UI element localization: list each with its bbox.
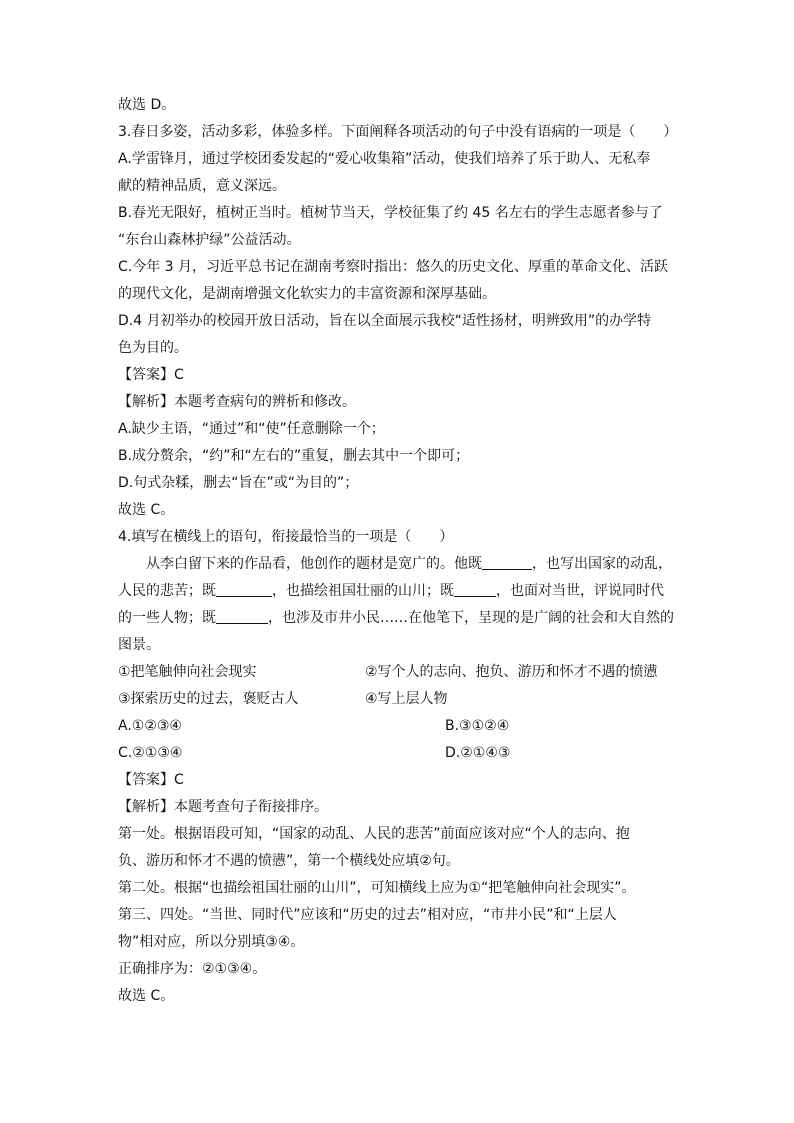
- blank-3: [454, 580, 496, 597]
- q4-order: 正确排序为：②①③④。: [118, 961, 267, 977]
- q3-final: 故选 C。: [118, 502, 175, 518]
- q3-analysis: 【解析】本题考查病句的辨析和修改。: [118, 394, 356, 410]
- q4-step3-line1: 第三、四处。“当世、同时代”应该和“历史的过去”相对应，“市井小民”和“上层人: [118, 907, 617, 923]
- q3-answer: 【答案】C: [118, 367, 184, 383]
- q4-passage-line1: [118, 551, 678, 578]
- blank-4: [216, 607, 268, 624]
- q4-passage-text: 人民的悲苦；既: [118, 583, 216, 599]
- q3-option-a-line2: 献的精神品质，意义深远。: [118, 178, 286, 194]
- q4-choice-b: B.③①②④: [445, 718, 510, 734]
- q4-choice-c: C.②①③④: [118, 745, 183, 761]
- q3-explain-b: B.成分赘余，“约”和“左右的”重复，删去其中一个即可；: [118, 448, 470, 464]
- q3-explain-a: A.缺少主语，“通过”和“使”任意删除一个；: [118, 421, 385, 437]
- q4-passage-line4: 图景。: [118, 637, 160, 653]
- q4-final: 故选 C。: [118, 988, 175, 1004]
- q4-item-2: ②写个人的志向、抱负、游历和怀才不遇的愤懑: [365, 664, 658, 680]
- q3-option-b-line1: B.春光无限好，植树正当时。植树节当天，学校征集了约 45 名左右的学生志愿者参与了: [118, 205, 663, 221]
- q3-option-a-line1: A.学雷锋月，通过学校团委发起的“爱心收集箱”活动，使我们培养了乐于助人、无私奉: [118, 151, 651, 167]
- q4-stem: 4.填写在横线上的语句，衔接最恰当的一项是（ ）: [118, 529, 454, 545]
- q3-option-d-line1: D.4 月初举办的校园开放日活动，旨在以全面展示我校“适性扬材，明辨致用”的办学特: [118, 313, 652, 329]
- q4-passage-text: ，也描绘祖国壮丽的山川；既: [272, 583, 454, 599]
- blank-1: [482, 553, 532, 570]
- q4-choices-row2: [118, 740, 678, 767]
- q4-passage-text: ，也面对当世，评说同时代: [496, 583, 664, 599]
- q4-passage-line2: [118, 578, 678, 605]
- q4-item-4: ④写上层人物: [365, 691, 448, 707]
- document-page: [118, 92, 678, 1010]
- q4-items-row1: [118, 659, 678, 686]
- q4-items-row2: [118, 686, 678, 713]
- q4-step1-line2: 负、游历和怀才不遇的愤懑”，第一个横线处应填②句。: [118, 853, 460, 869]
- q4-step3-line2: 物”相对应，所以分别填③④。: [118, 934, 305, 950]
- q4-passage-text: ，也涉及市井小民……在他笔下，呈现的是广阔的社会和大自然的: [268, 610, 674, 626]
- q3-explain-d: D.句式杂糅，删去“旨在”或“为目的”；: [118, 475, 359, 491]
- q4-step2: 第二处。根据“也描绘祖国壮丽的山川”，可知横线上应为①“把笔触伸向社会现实”。: [118, 880, 636, 896]
- q4-passage-line3: [118, 605, 678, 632]
- q4-choices-row1: [118, 713, 678, 740]
- blank-2: [216, 580, 272, 597]
- q3-option-c-line1: C.今年 3 月，习近平总书记在湖南考察时指出：悠久的历史文化、厚重的革命文化、活跃: [118, 259, 669, 275]
- q4-passage-text: ，也写出国家的动乱，: [532, 556, 672, 572]
- q3-option-d-line2: 色为目的。: [118, 340, 188, 356]
- q4-item-3: ③探索历史的过去，褒贬古人: [118, 691, 299, 707]
- q4-item-1: ①把笔触伸向社会现实: [118, 664, 257, 680]
- q3-option-b-line2: “东台山森林护绿”公益活动。: [118, 232, 301, 248]
- q3-option-c-line2: 的现代文化，是湖南增强文化软实力的丰富资源和深厚基础。: [118, 286, 496, 302]
- q4-passage-text: 从李白留下来的作品看，他创作的题材是宽广的。他既: [146, 556, 482, 572]
- q4-choice-d: D.②①④③: [445, 745, 511, 761]
- q4-passage-text: 的一些人物；既: [118, 610, 216, 626]
- q3-stem: 3.春日多姿，活动多彩，体验多样。下面阐释各项活动的句子中没有语病的一项是（ ）: [118, 124, 678, 140]
- q4-analysis: 【解析】本题考查句子衔接排序。: [118, 799, 328, 815]
- q4-choice-a: A.①②③④: [118, 718, 182, 734]
- q4-step1-line1: 第一处。根据语段可知，“国家的动乱、人民的悲苦”前面应该对应“个人的志向、抱: [118, 826, 630, 842]
- intro-answer-line: 故选 D。: [118, 97, 176, 113]
- q4-answer: 【答案】C: [118, 772, 184, 788]
